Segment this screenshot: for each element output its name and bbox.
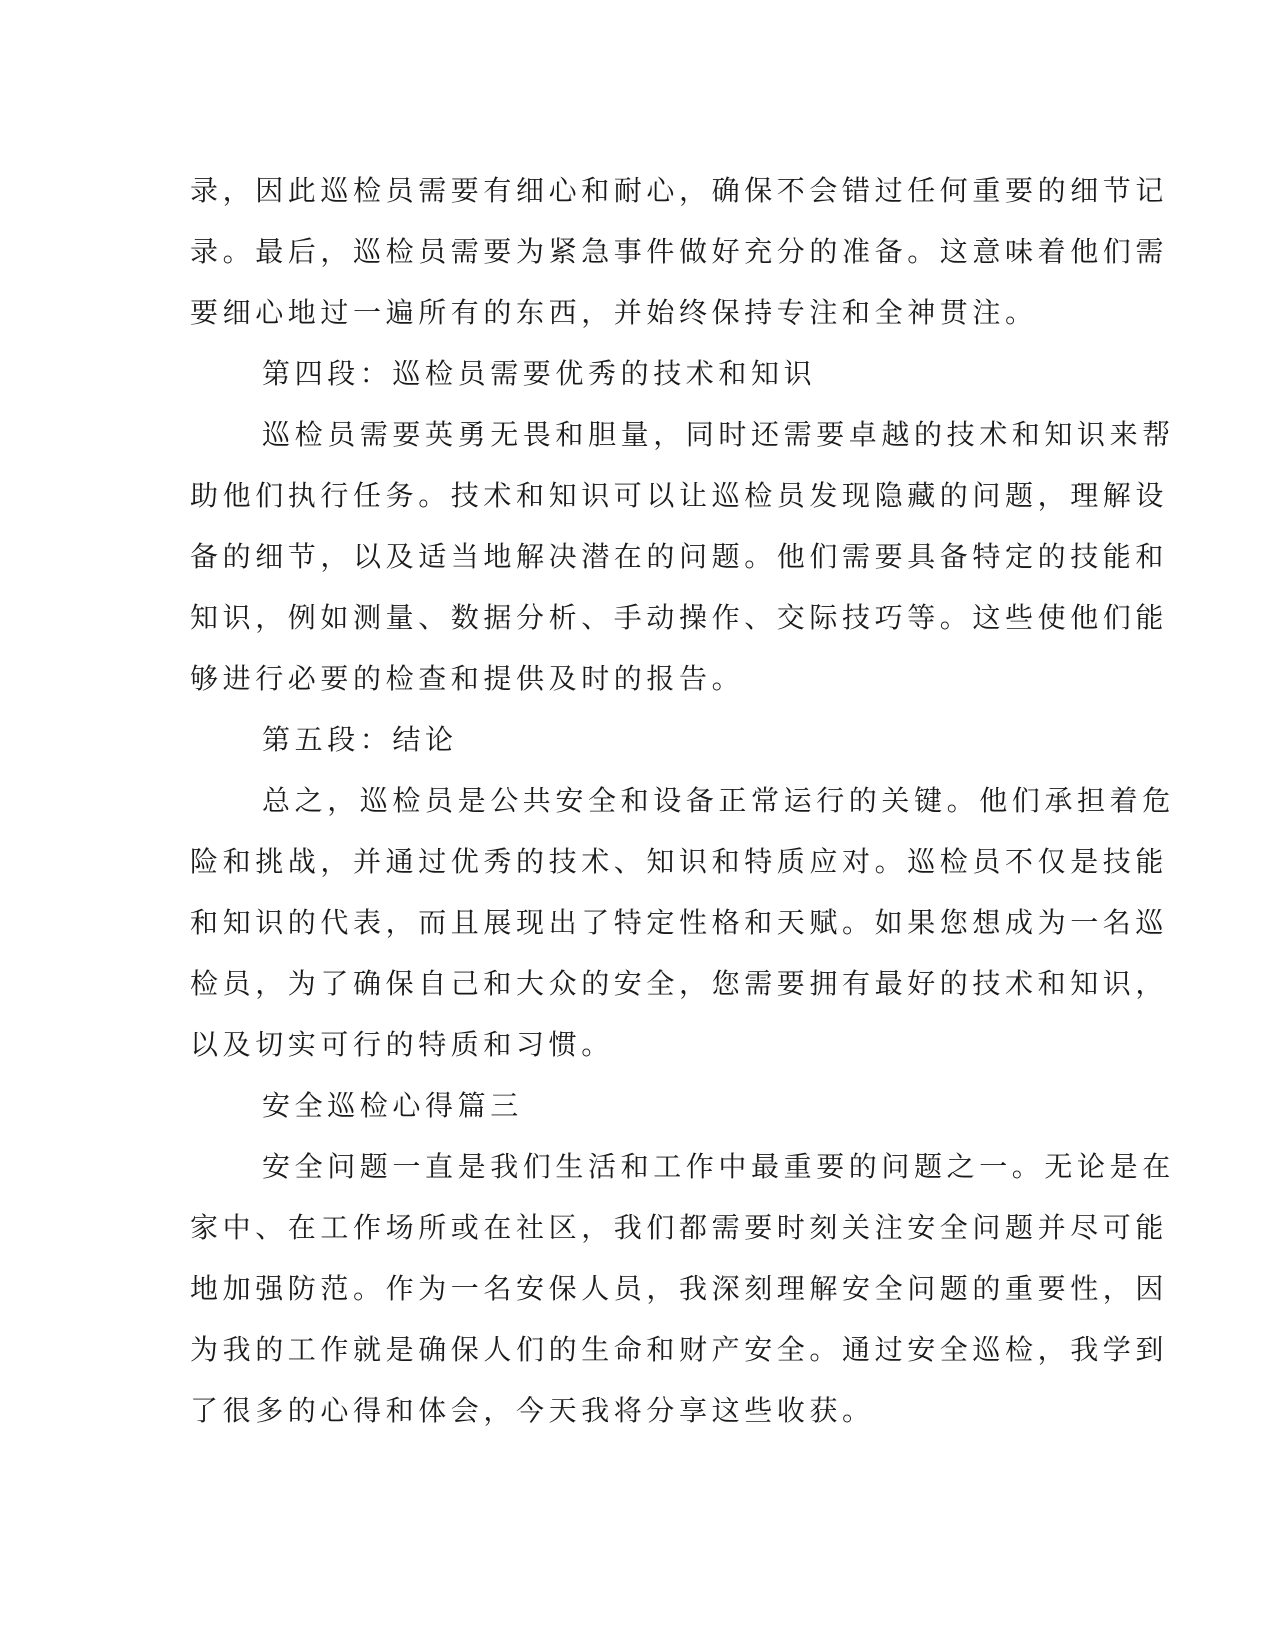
text-line: 要细心地过一遍所有的东西，并始终保持专注和全神贯注。 [190, 296, 1038, 329]
text-line: 助他们执行任务。技术和知识可以让巡检员发现隐藏的问题，理解设 [190, 479, 1169, 512]
section-heading-5: 第五段：结论 [262, 723, 458, 756]
document-body [190, 160, 1175, 1441]
section-title: 安全巡检心得篇三 [262, 1089, 523, 1122]
text-line: 备的细节，以及适当地解决潜在的问题。他们需要具备特定的技能和 [190, 540, 1169, 573]
text-line: 家中、在工作场所或在社区，我们都需要时刻关注安全问题并尽可能 [190, 1211, 1169, 1244]
paragraph-continuation [190, 160, 1169, 343]
text-line: 知识，例如测量、数据分析、手动操作、交际技巧等。这些使他们能 [190, 601, 1169, 634]
text-line: 够进行必要的检查和提供及时的报告。 [190, 662, 745, 695]
text-line: 和知识的代表，而且展现出了特定性格和天赋。如果您想成为一名巡 [190, 906, 1169, 939]
text-line: 了很多的心得和体会，今天我将分享这些收获。 [190, 1394, 875, 1427]
text-line: 安全问题一直是我们生活和工作中最重要的问题之一。无论是在 [262, 1150, 1175, 1183]
section-heading-4: 第四段：巡检员需要优秀的技术和知识 [262, 357, 817, 390]
text-line: 以及切实可行的特质和习惯。 [190, 1028, 614, 1061]
text-line: 总之，巡检员是公共安全和设备正常运行的关键。他们承担着危 [262, 784, 1175, 817]
paragraph-intro [190, 1136, 1175, 1441]
text-line: 检员，为了确保自己和大众的安全，您需要拥有最好的技术和知识， [190, 967, 1169, 1000]
text-line: 录，因此巡检员需要有细心和耐心，确保不会错过任何重要的细节记 [190, 174, 1169, 207]
text-line: 为我的工作就是确保人们的生命和财产安全。通过安全巡检，我学到 [190, 1333, 1169, 1366]
paragraph-4 [190, 404, 1175, 709]
text-line: 地加强防范。作为一名安保人员，我深刻理解安全问题的重要性，因 [190, 1272, 1169, 1305]
text-line: 录。最后，巡检员需要为紧急事件做好充分的准备。这意味着他们需 [190, 235, 1169, 268]
text-line: 险和挑战，并通过优秀的技术、知识和特质应对。巡检员不仅是技能 [190, 845, 1169, 878]
paragraph-5 [190, 770, 1175, 1075]
text-line: 巡检员需要英勇无畏和胆量，同时还需要卓越的技术和知识来帮 [262, 418, 1175, 451]
